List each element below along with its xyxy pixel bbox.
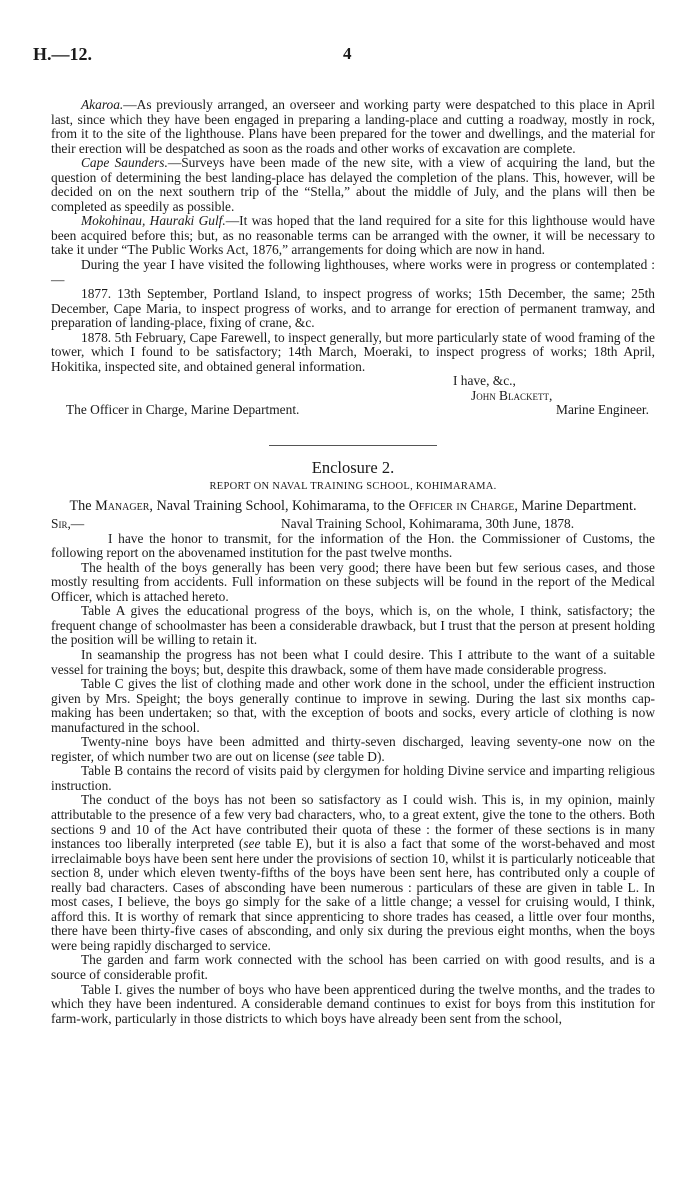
paragraph-text: Twenty-nine boys have been admitted and thirty-seven discharged, leaving seventy-one now on the register, of which number two are out on license (: [51, 734, 655, 764]
paragraph-akaroa: [51, 98, 655, 156]
address-text: , Naval Training School, Kohimarama, to the: [149, 498, 409, 515]
closing: I have, &c.,: [453, 373, 516, 389]
heading-mokohinau: Mokohinau, Hauraki Gulf.: [81, 213, 226, 229]
paragraph: Table I. gives the number of boys who have been apprenticed during the twelve months, and the trades to which they have been indentured. A considerable demand continues to exist for boys from this institution for farm-work, particularly in those districts to which boys have already been sent from the school,: [51, 981, 655, 1026]
paragraph-text: The conduct of the boys has not been so satisfactory as I could wish. This is, in my opinion, mainly attributable to the presence of a few very bad characters, who, to a great extent, give the tone to the others. Both sections 9 and 10 of the Act have contributed their quota of these : the former of these sections is in many instances too liberally interpreted (: [51, 792, 655, 852]
heading-cape-saunders: Cape Saunders.: [81, 155, 168, 171]
to-role: Officer in Charge: [408, 498, 515, 515]
paragraph: I have the honor to transmit, for the information of the Hon. the Commissioner of Customs, the following report on the abovenamed institution for the past twelve months.: [51, 530, 655, 561]
address-line: [51, 499, 655, 514]
paragraph-cape-saunders: [51, 156, 655, 214]
paragraph-visits-intro: During the year I have visited the following lighthouses, where works were in progress or contemplated :—: [51, 257, 655, 287]
paragraph: The health of the boys generally has been very good; there have been but few serious cases, and those mostly resulting from accidents. Full information on these subjects will be found in the report of the Medical Officer, which is attached hereto.: [51, 559, 655, 604]
page-body: [51, 98, 655, 1026]
paragraph-text: —It was hoped that the land required for a site for this lighthouse would have been acquired before this; but, as no reasonable terms can be arranged with the owner, it will be necessary to take it under “The Public Works Act, 1876,” arrangements for doing which are now in hand.: [51, 213, 655, 258]
report-title: REPORT ON NAVAL TRAINING SCHOOL, KOHIMARAMA.: [209, 481, 497, 493]
address-text: The: [69, 498, 96, 515]
paragraph-visits-1878: 1878. 5th February, Cape Farewell, to inspect generally, but more particularly state of wood framing of the tower, which I found to be satisfactory; 14th March, Moeraki, to inspect progress of works; 18th April, Hokitika, inspected site, and obtained general information.: [51, 329, 655, 374]
dateline: Naval Training School, Kohimarama, 30th June, 1878.: [281, 516, 575, 532]
page-header: [33, 44, 673, 66]
paragraph-text: table D).: [334, 748, 385, 764]
enclosure-title: Enclosure 2.: [311, 458, 395, 478]
paragraph: In seamanship the progress has not been what I could desire. This I attribute to the want of a suitable vessel for training the boys; but, despite this drawback, some of them have made considerable progress.: [51, 646, 655, 677]
paragraph: The garden and farm work connected with the school has been carried on with good results, and is a source of considerable profit.: [51, 952, 655, 982]
paragraph-visits-1877: 1877. 13th September, Portland Island, to inspect progress of works; 15th December, the same; 25th December, Cape Maria, to inspect progress of works, and to arrange for erection of permanent tramway, and preparation of landing-place, fixing of crane, &c.: [51, 286, 655, 331]
paragraph-text: —As previously arranged, an overseer and working party were despatched to this place in April last, since which they have been engaged in preparing a landing-place and cutting a roadway, mostly in rock, from it to the site of the lighthouse. Plans have been prepared for the tower and dwellings, and the material for their erection will be despatched as soon as the roads and other works of excavation are complete.: [51, 97, 655, 156]
paragraph: [51, 735, 655, 764]
paragraph-text-italic: see: [243, 836, 261, 852]
signature-row: [51, 403, 655, 418]
document-id: H.—12.: [33, 44, 93, 64]
section-divider: [269, 445, 437, 446]
paragraph-text: table E), but it is also a fact that some of the worst-behaved and most irreclaimable boys have been sent here under the provisions of section 10, whilst it is particularly noticeable that section 8, under which eleven twenty-fifths of the boys have been sent here, has contributed only a couple of really bad characters. Cases of absconding have been numerous : particulars of these are given in table L. In most cases, I believe, the boys go simply for the sake of a little change; a vessel for cruising would, I think, afford this. It is worthy of remark that since apprenticing to shore trades has ceased, a little over four months, there have been thirty-five cases of absconding, and only six during the previous eight months, when the boys were being rapidly discharged to service.: [51, 836, 655, 953]
paragraph: Table A gives the educational progress of the boys, which is, on the whole, I think, satisfactory; the frequent change of schoolmaster has been a considerable drawback, but I trust that the person at present holding the position will be willing to retain it.: [51, 603, 655, 648]
paragraph-mokohinau: [51, 214, 655, 258]
heading-akaroa: Akaroa.: [81, 97, 124, 112]
paragraph-text: —Surveys have been made of the new site, with a view of acquiring the land, but the question of determining the best landing-place has delayed the completion of the plans. This, however, will be decided on on the next southern trip of the “Stella,” about the middle of July, and the plans will then be completed as speedily as possible.: [51, 155, 655, 214]
address-text: , Marine Department.: [514, 498, 637, 515]
from-role: Manager: [95, 498, 150, 515]
paragraph-text-italic: see: [317, 748, 335, 764]
paragraph: Table B contains the record of visits paid by clergymen for holding Divine service and imparting religious instruction.: [51, 763, 655, 793]
paragraph: Table C gives the list of clothing made and other work done in the school, under the efficient instruction given by Mrs. Speight; the boys generally continue to improve in sewing. During the last six months cap-making has been undertaken; so that, with the exception of boots and socks, every article of clothing is now manufactured in the school.: [51, 676, 655, 735]
page-number: 4: [343, 44, 352, 63]
signer-title: Marine Engineer.: [556, 402, 649, 418]
salutation: Sir,—: [51, 516, 85, 532]
signature: John Blackett,: [471, 387, 553, 403]
salutation-row: [51, 517, 655, 532]
addressee: The Officer in Charge, Marine Department.: [66, 402, 300, 418]
paragraph: [51, 793, 655, 953]
